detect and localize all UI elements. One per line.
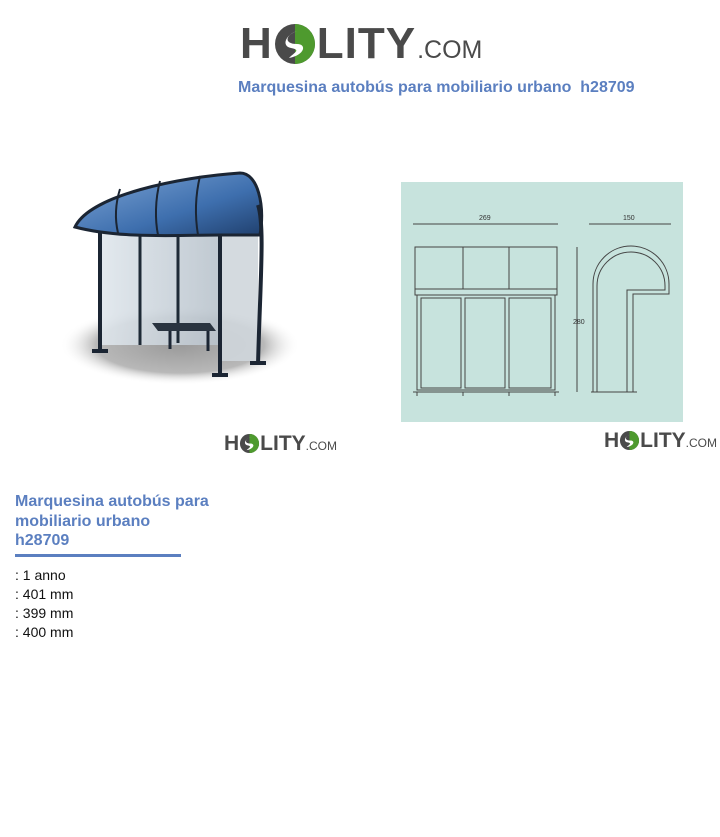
holity-logo-small — [604, 425, 717, 451]
holity-logo[interactable] — [240, 14, 482, 66]
logo-o-icon — [273, 22, 317, 66]
logo-letters-lity: LITY — [316, 19, 417, 68]
logo-letters-lity: LITY — [640, 429, 686, 452]
logo-o-icon — [619, 430, 640, 451]
logo-letters-lity: LITY — [260, 432, 306, 455]
technical-drawing — [401, 182, 683, 422]
logo-domain: .COM — [685, 436, 718, 450]
page-title: Marquesina autobús para mobiliario urbano h28709 — [238, 79, 635, 96]
product-heading-line: Marquesina autobús para — [15, 493, 209, 510]
product-heading — [15, 492, 245, 551]
technical-drawing-lines — [401, 182, 683, 422]
logo-letter-h: H — [240, 19, 273, 68]
logo-domain: .COM — [417, 36, 483, 64]
product-code: h28709 — [15, 532, 70, 549]
drawing-height-label: 280 — [573, 319, 585, 326]
product-heading-line: mobiliario urbano — [15, 512, 151, 530]
spec-warranty: : 1 anno — [15, 567, 66, 583]
logo-domain: .COM — [305, 439, 338, 453]
drawing-depth-label: 150 — [623, 215, 635, 222]
logo-letter-h: H — [604, 429, 620, 452]
logo-o-icon — [239, 433, 260, 454]
spec-dimension: : 399 mm — [15, 605, 74, 621]
spec-dimension: : 400 mm — [15, 624, 74, 640]
bus-shelter-image — [60, 165, 305, 390]
drawing-width-label: 269 — [479, 215, 491, 222]
logo-letter-h: H — [224, 432, 240, 455]
heading-divider — [15, 554, 181, 557]
holity-logo-small — [224, 428, 337, 454]
spec-dimension: : 401 mm — [15, 586, 74, 602]
spec-list — [15, 566, 73, 642]
